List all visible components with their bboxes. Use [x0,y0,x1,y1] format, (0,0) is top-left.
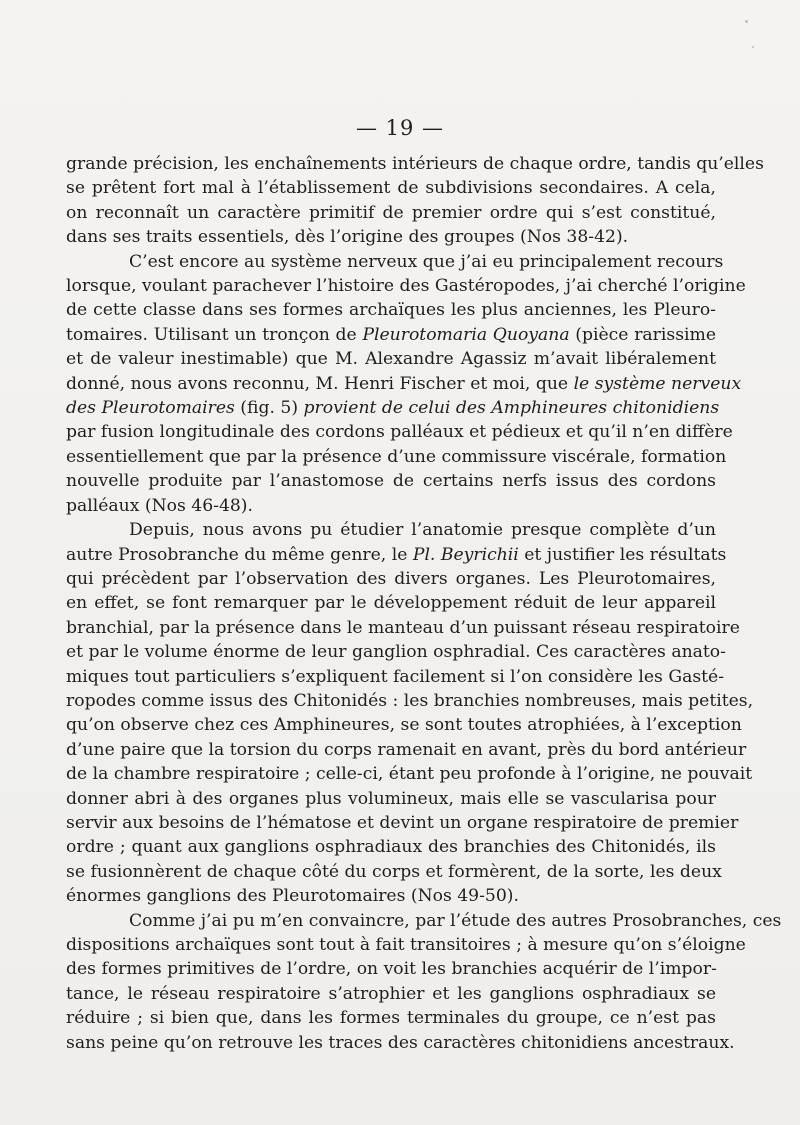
italic-run: des Pleurotomaires [66,398,235,419]
text-line [66,543,727,567]
text-run: énormes ganglions des Pleurotomaires (Nos 49-50). [66,886,519,907]
text-line [66,250,724,274]
paper-speck [745,20,748,23]
text-run: qui précèdent par l’observation des divers organes. Les Pleurotomaires, [66,568,716,589]
text-run: se prêtent fort mal à l’établissement de subdivisions secondaires. A cela, [66,178,716,199]
text-line [66,225,716,249]
text-run: et de valeur inestimable) que M. Alexandre Agassiz m’avait libéralement [66,349,716,370]
text-run: grande précision, les enchaînements intérieurs de chaque ordre, tandis qu’elles [66,154,764,174]
text-line [66,396,720,420]
text-line [66,762,753,786]
text-line [66,494,716,518]
text-line [66,347,716,371]
text-run: en effet, se font remarquer par le développement réduit de leur appareil [66,593,716,614]
text-run: ordre ; quant aux ganglions osphradiaux des branchies des Chitonidés, ils [66,837,716,858]
text-run: autre Prosobranche du même genre, le [66,544,413,565]
text-run: de la chambre respiratoire ; celle-ci, étant peu profonde à l’origine, ne pouvait [66,764,753,785]
text-run: qu’on observe chez ces Amphineures, se sont toutes atrophiées, à l’exception [66,715,742,736]
text-line [66,152,764,176]
text-run: et par le volume énorme de leur ganglion osphradial. Ces caractères anato- [66,642,726,663]
text-line [66,1006,716,1030]
text-run: tomaires. Utilisant un tronçon de [66,324,363,345]
page-number: — 19 — [355,116,445,140]
text-run: des formes primitives de l’ordre, on voit les branchies acquérir de l’impor- [66,959,717,980]
text-run: dans ses traits essentiels, dès l’origine des groupes (Nos 38-42). [66,227,629,248]
text-line [66,738,747,762]
text-line [66,420,733,444]
text-line [66,811,739,835]
text-run: donner abri à des organes plus volumineux, mais elle se vascularisa pour [66,788,716,809]
text-run: se fusionnèrent de chaque côté du corps et formèrent, de la sorte, les deux [66,861,722,882]
text-run: ropodes comme issus des Chitonidés : les branchies nombreuses, mais petites, [66,690,754,711]
text-line [66,787,716,811]
text-run: dispositions archaïques sont tout à fait transitoires ; à mesure qu’on s’éloigne [66,935,746,955]
text-run: palléaux (Nos 46-48). [66,495,253,516]
text-run: (fig. 5) [234,398,304,419]
paragraph [66,152,764,250]
text-line [66,591,716,615]
text-run: branchial, par la présence dans le manteau d’un puissant réseau respiratoire [66,617,740,638]
body-text [66,152,782,1055]
paragraph [66,909,782,1055]
text-run: donné, nous avons reconnu, M. Henri Fischer et moi, que [66,373,574,394]
text-run: réduire ; si bien que, dans les formes terminales du groupe, ce n’est pas [66,1008,716,1029]
italic-run: Pleurotomaria Quoyana [362,324,570,345]
text-run: de cette classe dans ses formes archaïques les plus anciennes, les Pleuro- [66,300,716,321]
text-run: C’est encore au système nerveux que j’ai eu principalement recours [129,251,724,272]
text-run: nouvelle produite par l’anastomose de certains nerfs issus des cordons [66,471,716,492]
text-line [66,884,716,908]
paragraph [66,518,754,909]
text-run: lorsque, voulant parachever l’histoire des Gastéropodes, j’ai cherché l’origine [66,276,746,297]
text-line [66,860,722,884]
text-line [66,469,716,493]
text-run: tance, le réseau respiratoire s’atrophier et les ganglions osphradiaux se [66,983,716,1004]
text-line [66,518,716,542]
text-run: servir aux besoins de l’hématose et devint un organe respiratoire de premier [66,812,739,833]
text-line [66,567,716,591]
text-line [66,616,740,640]
text-run: Depuis, nous avons pu étudier l’anatomie presque complète d’un [129,520,716,541]
text-line [66,640,726,664]
text-line [66,176,716,200]
text-line [66,298,716,322]
text-line [66,689,754,713]
text-line [66,909,782,933]
text-line [66,445,727,469]
italic-run: provient de celui des Amphineures chitonidiens [303,398,720,419]
text-run: sans peine qu’on retrouve les traces des caractères chitonidiens ancestraux. [66,1032,735,1053]
text-line [66,713,742,737]
text-run: Comme j’ai pu m’en convaincre, par l’étude des autres Prosobranches, ces [129,910,782,931]
text-run: par fusion longitudinale des cordons palléaux et pédieux et qu’il n’en diffère [66,422,733,443]
italic-run: Pl. Beyrichii [412,544,519,565]
italic-run: le système nerveux [573,373,742,394]
text-run: d’une paire que la torsion du corps ramenait en avant, près du bord antérieur [66,739,747,760]
text-line [66,982,716,1006]
paragraph [66,250,746,518]
text-line [66,372,742,396]
text-line [66,201,716,225]
text-run: on reconnaît un caractère primitif de premier ordre qui s’est constitué, [66,202,716,223]
text-line [66,957,716,981]
text-run: (pièce rarissime [569,324,716,345]
text-run: et justifier les résultats [518,544,727,565]
text-line [66,323,716,347]
paper-speck [752,46,754,48]
text-line [66,1031,735,1055]
text-line [66,933,746,957]
text-run: essentiellement que par la présence d’une commissure viscérale, formation [66,446,727,467]
text-line [66,835,716,859]
text-line [66,665,725,689]
text-line [66,274,746,298]
text-run: miques tout particuliers s’expliquent facilement si l’on considère les Gasté- [66,666,725,687]
